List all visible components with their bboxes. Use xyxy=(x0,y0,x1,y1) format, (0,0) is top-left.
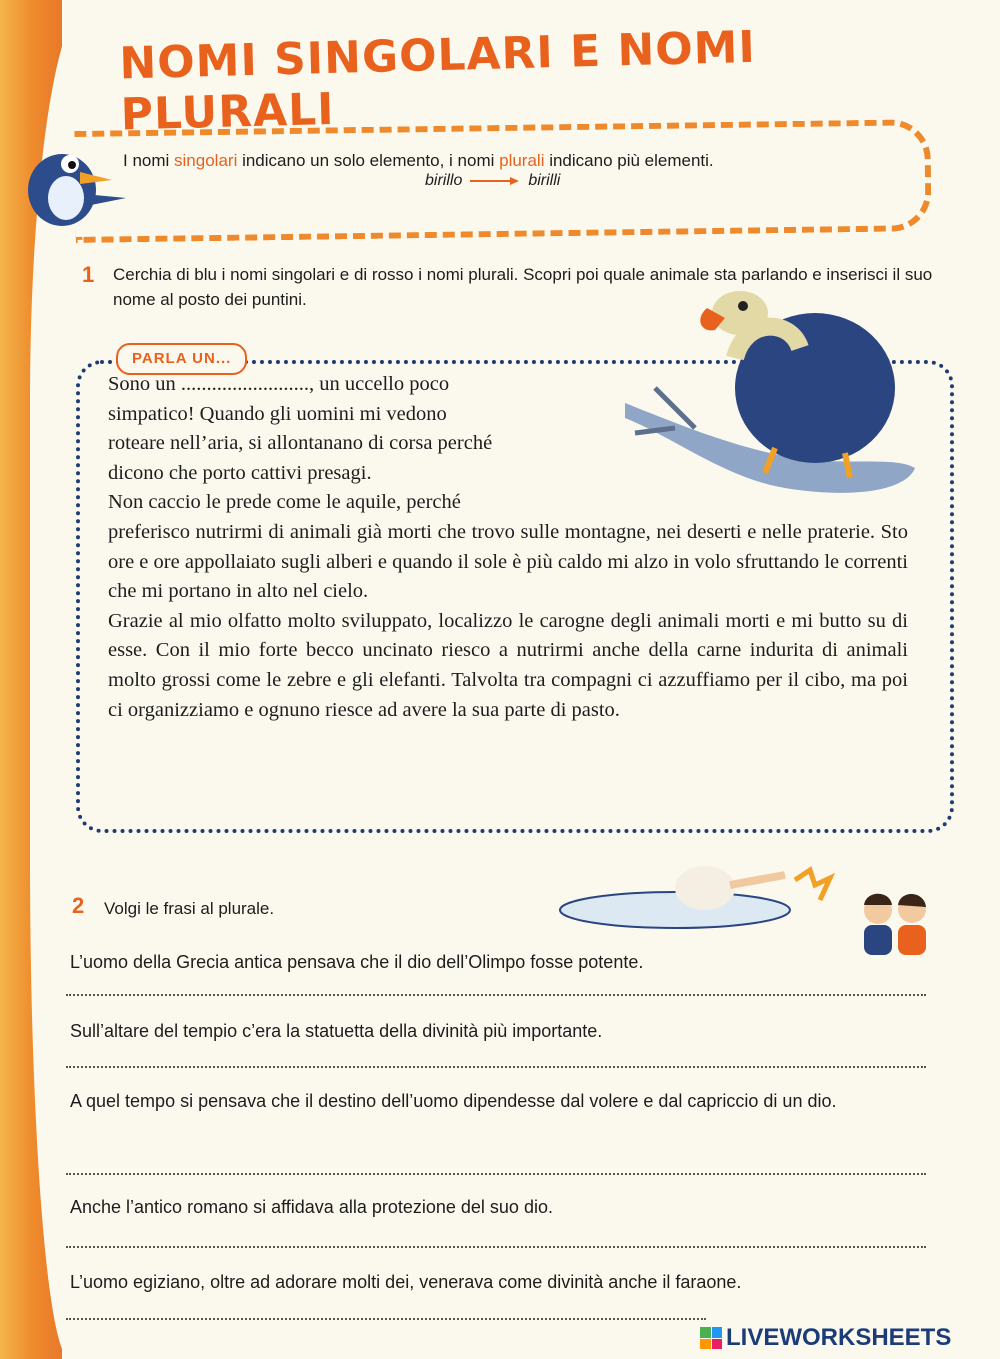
story-paragraph: preferisco nutrirmi di animali già morti che trovo sulle montagne, nei deserti e nelle praterie. Sto ore e ore appollaiato sugli alberi e quando il sole è più caldo mi alzo in volo sfruttando le correnti che mi portano in alto nel cielo. xyxy=(108,520,908,603)
exercise-2-instruction: Volgi le frasi al plurale. xyxy=(104,899,275,918)
sentence-5: L’uomo egiziano, oltre ad adorare molti dei, venerava come divinità anche il faraone. xyxy=(70,1272,742,1292)
sentence-3: A quel tempo si pensava che il destino dell’uomo dipendesse dal volere e dal capriccio di un dio. xyxy=(70,1091,837,1111)
liveworksheets-logo-icon xyxy=(700,1327,722,1349)
sentence-4: Anche l’antico romano si affidava alla protezione del suo dio. xyxy=(70,1197,553,1217)
zeus-on-cloud-icon xyxy=(555,860,845,930)
arrow-right-icon xyxy=(470,176,520,186)
sentence-2: Sull’altare del tempio c’era la statuetta della divinità più importante. xyxy=(70,1021,603,1041)
example-singular: birillo xyxy=(425,172,463,189)
story-paragraph: Grazie al mio olfatto molto sviluppato, localizzo le carogne degli animali morti e mi butto su di esse. Con il mio forte becco uncinato riesco a nutrirmi anche della carne indurita di animali molto grossi come le zebre e gli elefanti. Talvolta tra compagni ci azzuffiamo per il cibo, ma poi ci organizziamo e ognuno riesce ad avere la sua parte di pasto. xyxy=(108,609,908,721)
page-title: NOMI SINGOLARI E NOMI PLURALI xyxy=(118,21,757,141)
logo-text: LIVEWORKSHEETS xyxy=(726,1324,952,1351)
story-line: Sono un ........................., un uccello poco xyxy=(108,373,450,395)
answer-line-5[interactable] xyxy=(66,1318,706,1320)
story-line: Non caccio le prede come le aquile, perché xyxy=(108,491,461,514)
exercise-1-instruction: Cerchia di blu i nomi singolari e di rosso i nomi plurali. Scopri poi quale animale sta parlando e inserisci il suo nome al posto dei puntini. xyxy=(113,265,933,309)
rule-example xyxy=(425,172,560,190)
story-line: roteare nell’aria, si allontanano di corsa perché xyxy=(108,432,493,455)
penguin-mascot-icon xyxy=(14,128,134,228)
example-plural: birilli xyxy=(528,172,561,189)
story-line: dicono che porto cattivi presagi. xyxy=(108,461,372,484)
answer-line-4[interactable] xyxy=(66,1246,926,1248)
reading-story xyxy=(108,370,908,725)
exercise-2-number: 2 xyxy=(72,893,85,918)
answer-line-3[interactable] xyxy=(66,1173,926,1175)
exercise-1-number: 1 xyxy=(82,262,95,287)
liveworksheets-logo xyxy=(700,1324,951,1352)
reading-tab-label: PARLA UN... xyxy=(116,343,247,375)
rule-definition: I nomi singolari indicano un solo elemento, i nomi plurali indicano più elementi. xyxy=(123,151,714,170)
answer-line-2[interactable] xyxy=(66,1066,926,1068)
sentence-1: L’uomo della Grecia antica pensava che il dio dell’Olimpo fosse potente. xyxy=(70,952,644,972)
answer-line-1[interactable] xyxy=(66,994,926,996)
story-line: simpatico! Quando gli uomini mi vedono xyxy=(108,402,447,425)
